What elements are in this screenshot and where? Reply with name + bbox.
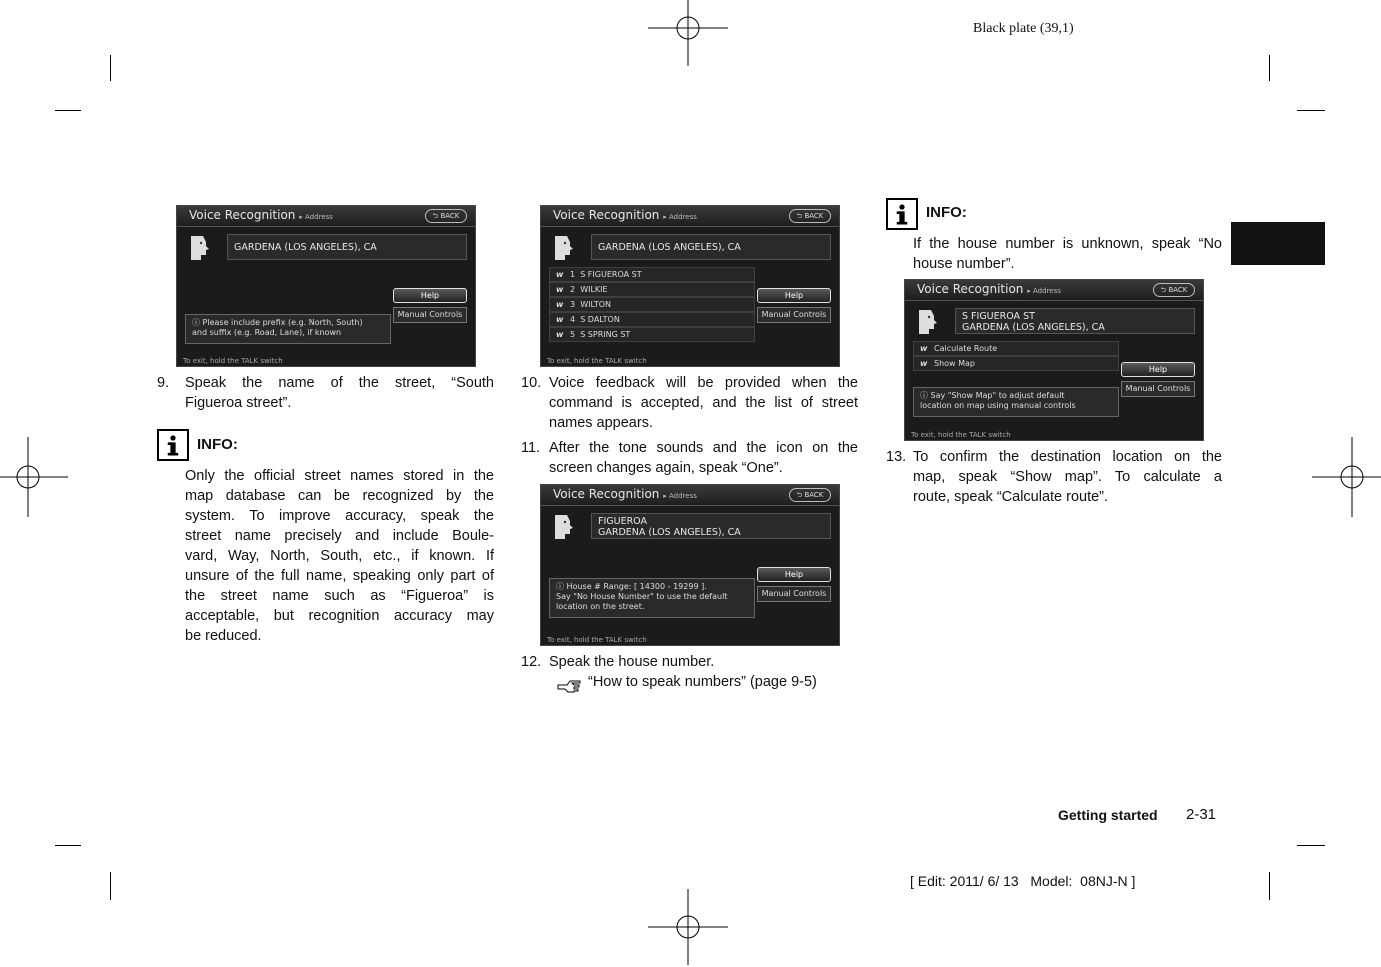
list-item[interactable]: ᴡ 5 S SPRING ST xyxy=(549,327,755,342)
help-button[interactable]: Help xyxy=(393,288,467,303)
section-title: Getting started xyxy=(1058,807,1158,823)
address-line: GARDENA (LOS ANGELES), CA xyxy=(598,527,741,538)
screen-footer: To exit, hold the TALK switch xyxy=(183,357,283,365)
step-11-text xyxy=(549,438,858,478)
info-text: Say "No House Number" to use the default xyxy=(556,592,728,601)
registration-mark-icon xyxy=(648,887,728,967)
text-line: Figueroa street”. xyxy=(185,395,292,411)
text-line: names appears. xyxy=(549,415,653,431)
crop-mark xyxy=(1269,55,1270,81)
back-button[interactable]: ⮌ BACK xyxy=(789,488,831,502)
text-line: Voice feedback will be provided when the xyxy=(549,375,858,391)
text-line: Speak the name of the street, “South xyxy=(185,375,494,391)
info-text: location on map using manual controls xyxy=(920,401,1076,410)
registration-mark-icon xyxy=(648,0,728,68)
address-line: S FIGUEROA ST xyxy=(962,311,1035,322)
manual-controls-button[interactable]: Manual Controls xyxy=(393,307,467,323)
screen-voice-recognition-4 xyxy=(904,279,1204,441)
voice-icon: ᴡ xyxy=(556,330,564,339)
info-paragraph xyxy=(185,466,494,646)
step-number: 11. xyxy=(521,440,541,456)
list-item[interactable]: ᴡ 2 WILKIE xyxy=(549,282,755,297)
step-13-text xyxy=(913,447,1222,507)
crop-mark xyxy=(55,845,81,846)
text-line: To confirm the destination location on the xyxy=(913,449,1222,465)
info-message xyxy=(913,387,1119,417)
crop-mark xyxy=(110,55,111,81)
info-text: House # Range: [ 14300 - 19299 ]. xyxy=(566,582,707,591)
voice-head-speaking-icon xyxy=(552,234,574,262)
screen-voice-recognition-3 xyxy=(540,484,840,646)
step-number: 9. xyxy=(157,375,170,391)
manual-controls-button[interactable]: Manual Controls xyxy=(757,307,831,323)
page-number: 2-31 xyxy=(1186,806,1217,823)
chapter-tab xyxy=(1231,222,1325,265)
screen-footer: To exit, hold the TALK switch xyxy=(547,357,647,365)
plate-label: Black plate (39,1) xyxy=(973,21,1074,36)
info-paragraph xyxy=(913,234,1222,274)
text-line: acceptable, but recognition accuracy may xyxy=(185,608,494,624)
option-calculate-route[interactable]: ᴡ Calculate Route xyxy=(913,341,1119,356)
info-message xyxy=(549,578,755,618)
screen-footer: To exit, hold the TALK switch xyxy=(911,431,1011,439)
edit-info: [ Edit: 2011/ 6/ 13 Model: 08NJ-N ] xyxy=(910,873,1136,889)
info-circle-icon: ⓘ xyxy=(556,582,564,591)
screen-header xyxy=(905,280,1203,301)
info-text: Please include prefix (e.g. North, South) xyxy=(202,318,363,327)
step-number: 13. xyxy=(886,449,907,465)
info-circle-icon: ⓘ xyxy=(920,391,928,400)
text-line: the street name such as “Figueroa” is xyxy=(185,588,494,604)
text-line: house number”. xyxy=(913,256,1015,272)
voice-icon: ᴡ xyxy=(556,315,564,324)
help-button[interactable]: Help xyxy=(1121,362,1195,377)
voice-icon: ᴡ xyxy=(556,300,564,309)
voice-head-speaking-icon xyxy=(916,308,938,336)
screen-title: Voice Recognition ▸ Address xyxy=(189,208,333,222)
voice-head-icon xyxy=(552,513,574,541)
back-button[interactable]: ⮌ BACK xyxy=(1153,283,1195,297)
screen-header xyxy=(541,485,839,506)
screen-header xyxy=(541,206,839,227)
registration-mark-icon xyxy=(0,437,68,517)
screen-title: Voice Recognition ▸ Address xyxy=(917,282,1061,296)
list-item[interactable]: ᴡ 4 S DALTON xyxy=(549,312,755,327)
step-10-text xyxy=(549,373,858,433)
text-line: map, speak “Show map”. To calculate a xyxy=(913,469,1222,485)
crop-mark xyxy=(1269,872,1270,900)
info-circle-icon: ⓘ xyxy=(192,318,200,327)
screen-voice-recognition-2 xyxy=(540,205,840,367)
step-number: 12. xyxy=(521,654,542,670)
text-line: command is accepted, and the list of street xyxy=(549,395,858,411)
address-field xyxy=(591,513,831,539)
info-text: location on the street. xyxy=(556,602,645,611)
page-reference-link[interactable]: “How to speak numbers” (page 9-5) xyxy=(588,674,817,690)
address-field xyxy=(955,308,1195,334)
text-line: vard, Way, North, South, etc., if known. If xyxy=(185,548,494,564)
step-9-text xyxy=(185,373,494,413)
back-button[interactable]: ⮌ BACK xyxy=(425,209,467,223)
crop-mark xyxy=(55,110,81,111)
list-item[interactable]: ᴡ 1 S FIGUEROA ST xyxy=(549,267,755,282)
text-line: route, speak “Calculate route”. xyxy=(913,489,1109,505)
text-line: system. To improve accuracy, speak the xyxy=(185,508,494,524)
text-line: be reduced. xyxy=(185,628,262,644)
address-line: FIGUEROA xyxy=(598,516,647,527)
info-text: Say "Show Map" to adjust default xyxy=(930,391,1065,400)
info-icon xyxy=(157,429,189,461)
info-icon xyxy=(886,198,918,230)
info-message xyxy=(185,314,391,344)
text-line: street name precisely and include Boule- xyxy=(185,528,494,544)
voice-icon: ᴡ xyxy=(920,359,928,368)
info-label: INFO: xyxy=(197,436,238,453)
screen-footer: To exit, hold the TALK switch xyxy=(547,636,647,644)
step-number: 10. xyxy=(521,375,542,391)
voice-head-icon xyxy=(188,234,210,262)
address-field: GARDENA (LOS ANGELES), CA xyxy=(591,234,831,260)
list-item[interactable]: ᴡ 3 WILTON xyxy=(549,297,755,312)
text-line: Only the official street names stored in the xyxy=(185,468,494,484)
manual-controls-button[interactable]: Manual Controls xyxy=(757,586,831,602)
text-line: After the tone sounds and the icon on the xyxy=(549,440,858,456)
voice-icon: ᴡ xyxy=(556,285,564,294)
address-line: GARDENA (LOS ANGELES), CA xyxy=(962,322,1105,333)
crop-mark xyxy=(110,872,111,900)
voice-icon: ᴡ xyxy=(556,270,564,279)
address-field: GARDENA (LOS ANGELES), CA xyxy=(227,234,467,260)
voice-icon: ᴡ xyxy=(920,344,928,353)
crop-mark xyxy=(1297,845,1325,846)
text-line: screen changes again, speak “One”. xyxy=(549,460,783,476)
text-line: map database can be recognized by the xyxy=(185,488,494,504)
pointing-hand-icon xyxy=(557,676,583,694)
help-button[interactable]: Help xyxy=(757,288,831,303)
info-text: and suffix (e.g. Road, Lane), if known xyxy=(192,328,342,337)
registration-mark-icon xyxy=(1312,437,1381,517)
back-button[interactable]: ⮌ BACK xyxy=(789,209,831,223)
option-show-map[interactable]: ᴡ Show Map xyxy=(913,356,1119,371)
screen-title: Voice Recognition ▸ Address xyxy=(553,208,697,222)
crop-mark xyxy=(1297,110,1325,111)
screen-title: Voice Recognition ▸ Address xyxy=(553,487,697,501)
text-line: If the house number is unknown, speak “No xyxy=(913,236,1222,252)
help-button[interactable]: Help xyxy=(757,567,831,582)
info-label: INFO: xyxy=(926,204,967,221)
manual-controls-button[interactable]: Manual Controls xyxy=(1121,381,1195,397)
screen-voice-recognition-1 xyxy=(176,205,476,367)
text-line: unsure of the full name, speaking only part of xyxy=(185,568,494,584)
screen-header xyxy=(177,206,475,227)
step-12-text: Speak the house number. xyxy=(549,654,715,670)
